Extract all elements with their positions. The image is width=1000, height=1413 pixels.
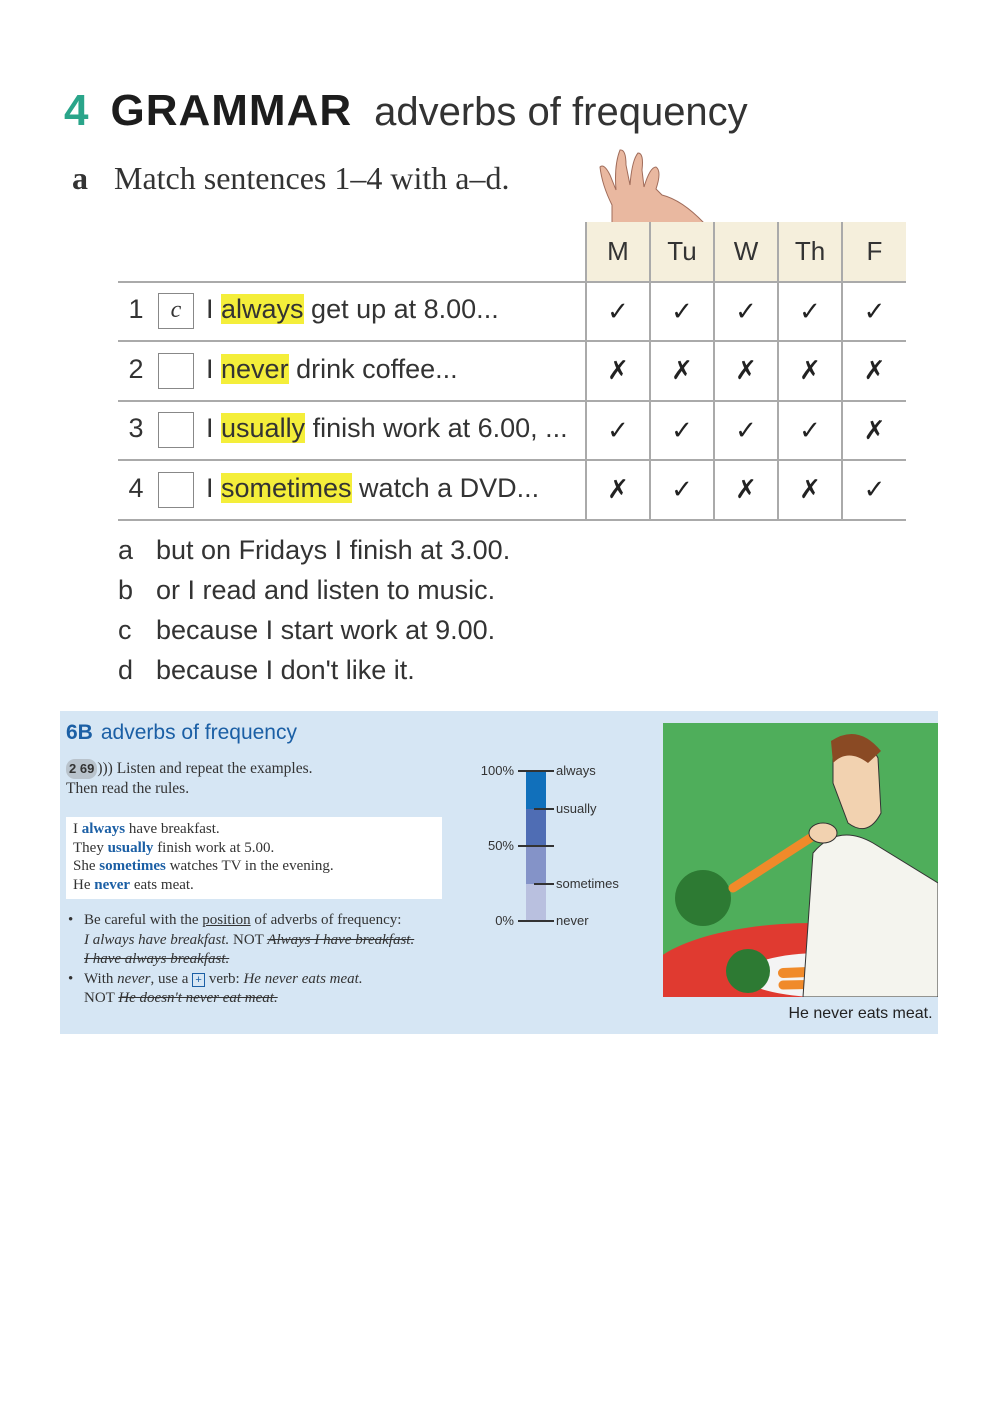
rules-list [66,911,446,1009]
example-sentence [73,839,435,858]
sentence-cell [118,282,586,342]
highlighted-adverb: sometimes [221,472,352,503]
adverb-label: always [556,763,596,778]
answer-box[interactable] [158,412,194,448]
exercise-instruction [72,160,509,197]
check-icon: ✓ [842,282,906,342]
cross-icon: ✗ [586,341,650,401]
cd-number: 2 [69,761,77,776]
example-sentence [73,876,435,895]
option-letter: a [118,535,134,565]
rule-text: With [84,970,118,987]
cross-icon: ✗ [714,460,778,520]
option-letter: b [118,575,134,605]
sentence-text: watch a DVD... [351,472,540,503]
example-adverb: sometimes [99,858,166,874]
option-item [118,650,510,690]
option-item [118,610,510,650]
rule-text: Be careful with the [84,912,203,928]
cross-icon: ✗ [650,341,714,401]
check-icon: ✓ [650,460,714,520]
wrong-example: Always I have breakfast. [267,931,415,948]
instruction-text: Match sentences 1–4 with a–d. [114,160,510,196]
man-eating-illustration [663,723,938,997]
section-number: 4 [64,86,89,135]
percent-label: 50% [487,838,514,853]
example-adverb: usually [107,839,154,856]
table-row [118,282,906,342]
answer-box[interactable] [158,472,194,508]
example-text: finish work at 5.00. [153,839,275,856]
grammar-panel [60,711,938,1034]
option-text: because I don't like it. [156,655,415,685]
examples-box [66,817,442,899]
option-text: because I start work at 9.00. [156,615,496,645]
exercise-letter: a [72,160,88,196]
panel-heading [66,721,297,745]
audio-instruction [66,759,313,799]
panel-code: 6B [66,721,93,744]
audio-cd-badge[interactable] [66,759,97,779]
listen-text: Listen and repeat the examples. [116,760,313,777]
table-header-row [118,222,906,282]
answer-box[interactable] [158,353,194,389]
sentence-number: 3 [128,413,144,444]
percent-label: 0% [495,913,514,928]
rule-example: I always have breakfast. [84,931,230,948]
option-item [118,570,510,610]
example-text: watches TV in the evening. [165,858,334,874]
plus-icon: + [192,973,205,987]
check-icon: ✓ [586,282,650,342]
highlighted-adverb: never [221,353,289,384]
sentence-number: 2 [128,353,144,384]
example-adverb: never [94,876,131,893]
percent-label: 100% [480,763,514,778]
check-icon: ✓ [778,282,842,342]
cross-icon: ✗ [778,460,842,520]
options-list [118,530,510,690]
sentence-cell [118,341,586,401]
scale-segment [526,771,546,809]
check-icon: ✓ [586,401,650,461]
adverb-label: usually [556,800,597,816]
scale-tick [518,770,554,772]
table-row [118,460,906,520]
option-text: or I read and listen to music. [156,575,496,605]
cross-icon: ✗ [778,341,842,401]
example-text: I [73,821,82,837]
cross-icon: ✗ [586,460,650,520]
sentence-text: get up at 8.00... [303,294,499,325]
scale-segment [526,884,546,922]
scale-segment [526,846,546,884]
check-icon: ✓ [778,401,842,461]
option-letter: d [118,655,134,685]
example-adverb: always [81,821,126,837]
option-item [118,530,510,570]
example-text: She [73,858,100,874]
scale-tick [534,883,554,885]
scale-segment [526,809,546,847]
option-text: but on Fridays I finish at 3.00. [156,535,511,565]
then-text: Then read the rules. [66,780,190,797]
table-row [118,401,906,461]
day-header: Tu [650,222,714,282]
sentence-cell [118,401,586,461]
sentence-text: I [206,413,222,444]
rule-not: NOT [229,931,268,948]
audio-icon[interactable]: ))) [97,760,113,777]
scale-tick [518,920,554,922]
check-icon: ✓ [842,460,906,520]
check-icon: ✓ [714,282,778,342]
adverb-label: sometimes [556,875,619,891]
option-letter: c [118,615,132,645]
rule-text: , use a [150,970,193,987]
sentence-text: finish work at 6.00, ... [305,413,568,444]
rule-position [66,911,446,970]
day-header: F [842,222,906,282]
day-header: Th [778,222,842,282]
wrong-example: He doesn't never eat meat. [118,990,278,1006]
sentence-text: I [206,353,222,384]
hand-image [592,145,707,223]
scale-tick [534,808,554,810]
table-row [118,341,906,401]
check-icon: ✓ [714,401,778,461]
example-sentence [73,820,435,839]
answer-box[interactable]: c [158,293,194,329]
panel-title: adverbs of frequency [100,721,297,744]
check-icon: ✓ [650,282,714,342]
example-sentence [73,857,435,876]
track-number: 69 [79,761,95,776]
rule-text: verb: [205,970,244,987]
section-topic: adverbs of frequency [374,90,748,134]
cross-icon: ✗ [714,341,778,401]
sentence-number: 4 [128,472,144,503]
highlighted-adverb: usually [221,413,306,444]
section-heading [64,86,748,136]
example-text: They [73,839,108,856]
scale-tick [518,845,554,847]
rule-text: of adverbs of frequency: [250,912,402,928]
rule-underline: position [202,912,251,928]
rule-italic: never [117,970,151,987]
sentence-text: I [206,472,222,503]
rule-example: He never eats meat. [243,970,363,987]
highlighted-adverb: always [221,294,304,325]
day-header: M [586,222,650,282]
cross-icon: ✗ [842,341,906,401]
rule-never [66,970,446,1009]
example-text: have breakfast. [125,821,220,837]
sentence-number: 1 [128,294,144,325]
illustration-caption: He never eats meat. [788,1005,933,1022]
frequency-scale [470,751,650,941]
adverb-label: never [556,913,589,928]
frequency-table [118,222,906,521]
sentence-cell [118,460,586,520]
example-text: He [73,876,95,893]
check-icon: ✓ [650,401,714,461]
example-text: eats meat. [130,876,194,893]
sentence-text: I [206,294,222,325]
sentence-text: drink coffee... [288,353,458,384]
rule-not: NOT [84,990,119,1006]
section-label: GRAMMAR [110,86,353,135]
wrong-example: I have always breakfast. [84,951,230,967]
cross-icon: ✗ [842,401,906,461]
day-header: W [714,222,778,282]
